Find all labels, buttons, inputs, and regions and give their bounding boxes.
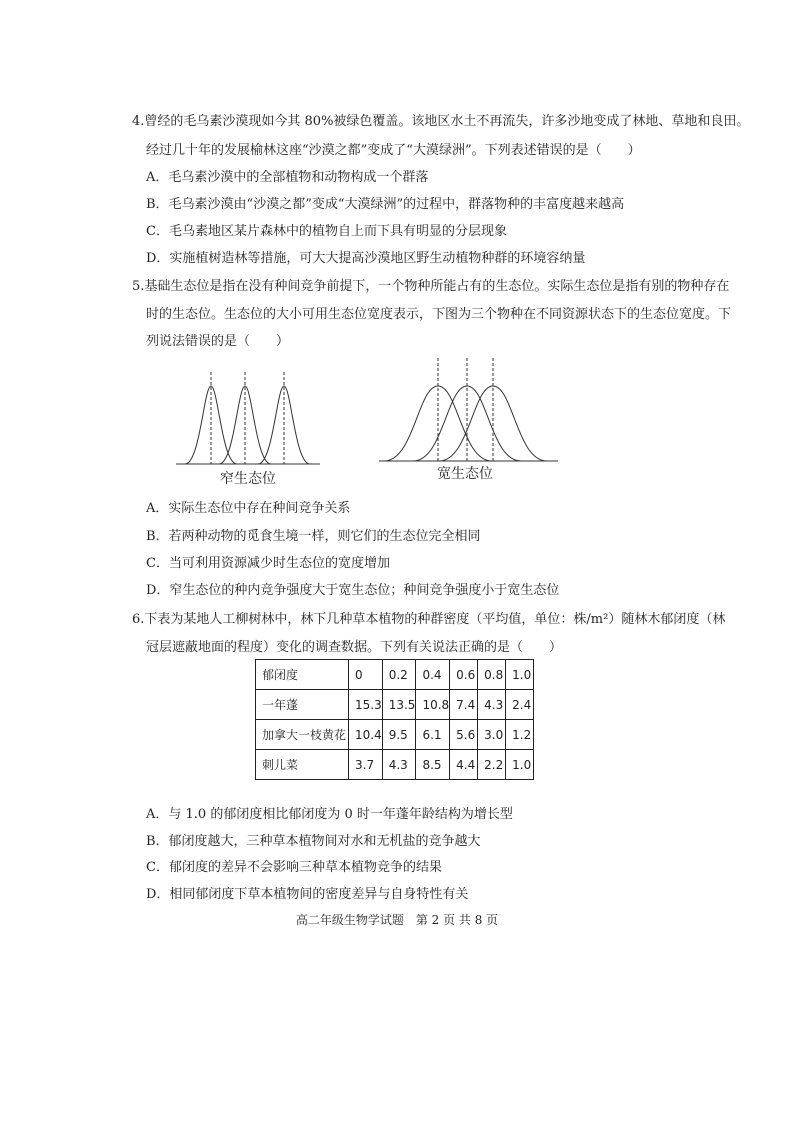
q4-option-b: B．毛乌素沙漠由“沙漠之都”变成“大漠绿洲”的过程中，群落物种的丰富度越来越高 (146, 197, 625, 212)
table-cell: 4.3 (382, 750, 416, 780)
table-cell: 13.5 (382, 690, 416, 720)
table-cell: 2.4 (506, 690, 534, 720)
table-cell: 2.2 (478, 750, 506, 780)
narrow-niche-label: 窄生态位 (220, 471, 276, 487)
table-cell: 加拿大一枝黄花 (256, 720, 349, 750)
table-cell: 3.0 (478, 720, 506, 750)
density-table (255, 659, 534, 780)
table-header-cell: 0.2 (382, 660, 416, 690)
table-cell: 15.3 (349, 690, 383, 720)
q5-option-b: B．若两种动物的觅食生境一样，则它们的生态位完全相同 (146, 529, 481, 544)
q4-stem-line2: 经过几十年的发展榆林这座“沙漠之都”变成了“大漠绿洲”。下列表述错误的是（ ） (146, 143, 641, 158)
q6-stem-line2: 冠层遮蔽地面的程度）变化的调查数据。下列有关说法正确的是（ ） (146, 640, 563, 655)
q5-option-c: C．当可利用资源减少时生态位的宽度增加 (146, 556, 390, 571)
table-cell: 5.6 (450, 720, 478, 750)
table-cell: 刺儿菜 (256, 750, 349, 780)
table-row (256, 690, 534, 720)
table-header-cell: 0.8 (478, 660, 506, 690)
table-header-cell: 1.0 (506, 660, 534, 690)
table-cell: 一年蓬 (256, 690, 349, 720)
table-cell: 4.4 (450, 750, 478, 780)
table-cell: 9.5 (382, 720, 416, 750)
q4-option-a: A．毛乌素沙漠中的全部植物和动物构成一个群落 (146, 170, 429, 185)
table-row (256, 750, 534, 780)
table-header-row (256, 660, 534, 690)
table-cell: 10.4 (349, 720, 383, 750)
q5-stem-line3: 列说法错误的是（ ） (146, 334, 290, 349)
page-footer: 高二年级生物学试题 第 2 页 共 8 页 (295, 913, 499, 927)
table-header-cell: 0.6 (450, 660, 478, 690)
wide-niche-label: 宽生态位 (437, 466, 493, 482)
q6-option-d: D．相同郁闭度下草本植物间的密度差异与自身特性有关 (146, 887, 469, 902)
table-cell: 8.5 (416, 750, 450, 780)
table-cell: 3.7 (349, 750, 383, 780)
table-cell: 1.0 (506, 750, 534, 780)
table-header-cell: 0 (349, 660, 383, 690)
table-cell: 1.2 (506, 720, 534, 750)
table-cell: 7.4 (450, 690, 478, 720)
q6-stem-line1: 6.下表为某地人工柳树林中，林下几种草本植物的种群密度（平均值，单位：株/m²）随林木郁闭度（林 (132, 612, 726, 627)
q5-option-d: D．窄生态位的种内竞争强度大于宽生态位；种间竞争强度小于宽生态位 (146, 583, 560, 598)
niche-figure (0, 0, 794, 500)
q4-option-d: D．实施植树造林等措施，可大大提高沙漠地区野生动植物种群的环境容纳量 (146, 251, 586, 266)
table-cell: 4.3 (478, 690, 506, 720)
table-header-cell: 郁闭度 (256, 660, 349, 690)
q5-stem-line1: 5.基础生态位是指在没有种间竞争前提下，一个物种所能占有的生态位。实际生态位是指有别的物种存在 (132, 279, 730, 294)
q5-stem-line2: 时的生态位。生态位的大小可用生态位宽度表示，下图为三个物种在不同资源状态下的生态位宽度。下 (146, 307, 732, 322)
table-row (256, 720, 534, 750)
q6-option-a: A．与 1.0 的郁闭度相比郁闭度为 0 时一年蓬年龄结构为增长型 (146, 807, 513, 822)
table-cell: 6.1 (416, 720, 450, 750)
q4-stem-line1: 4.曾经的毛乌素沙漠现如今其 80%被绿色覆盖。该地区水土不再流失，许多沙地变成了林地、草地和良田。 (132, 114, 750, 129)
table-header-cell: 0.4 (416, 660, 450, 690)
q6-option-c: C．郁闭度的差异不会影响三种草本植物竞争的结果 (146, 860, 442, 875)
table-cell: 10.8 (416, 690, 450, 720)
q5-option-a: A．实际生态位中存在种间竞争关系 (146, 501, 351, 516)
q4-option-c: C．毛乌素地区某片森林中的植物自上而下具有明显的分层现象 (146, 224, 507, 239)
q6-option-b: B．郁闭度越大，三种草本植物间对水和无机盐的竞争越大 (146, 834, 481, 849)
